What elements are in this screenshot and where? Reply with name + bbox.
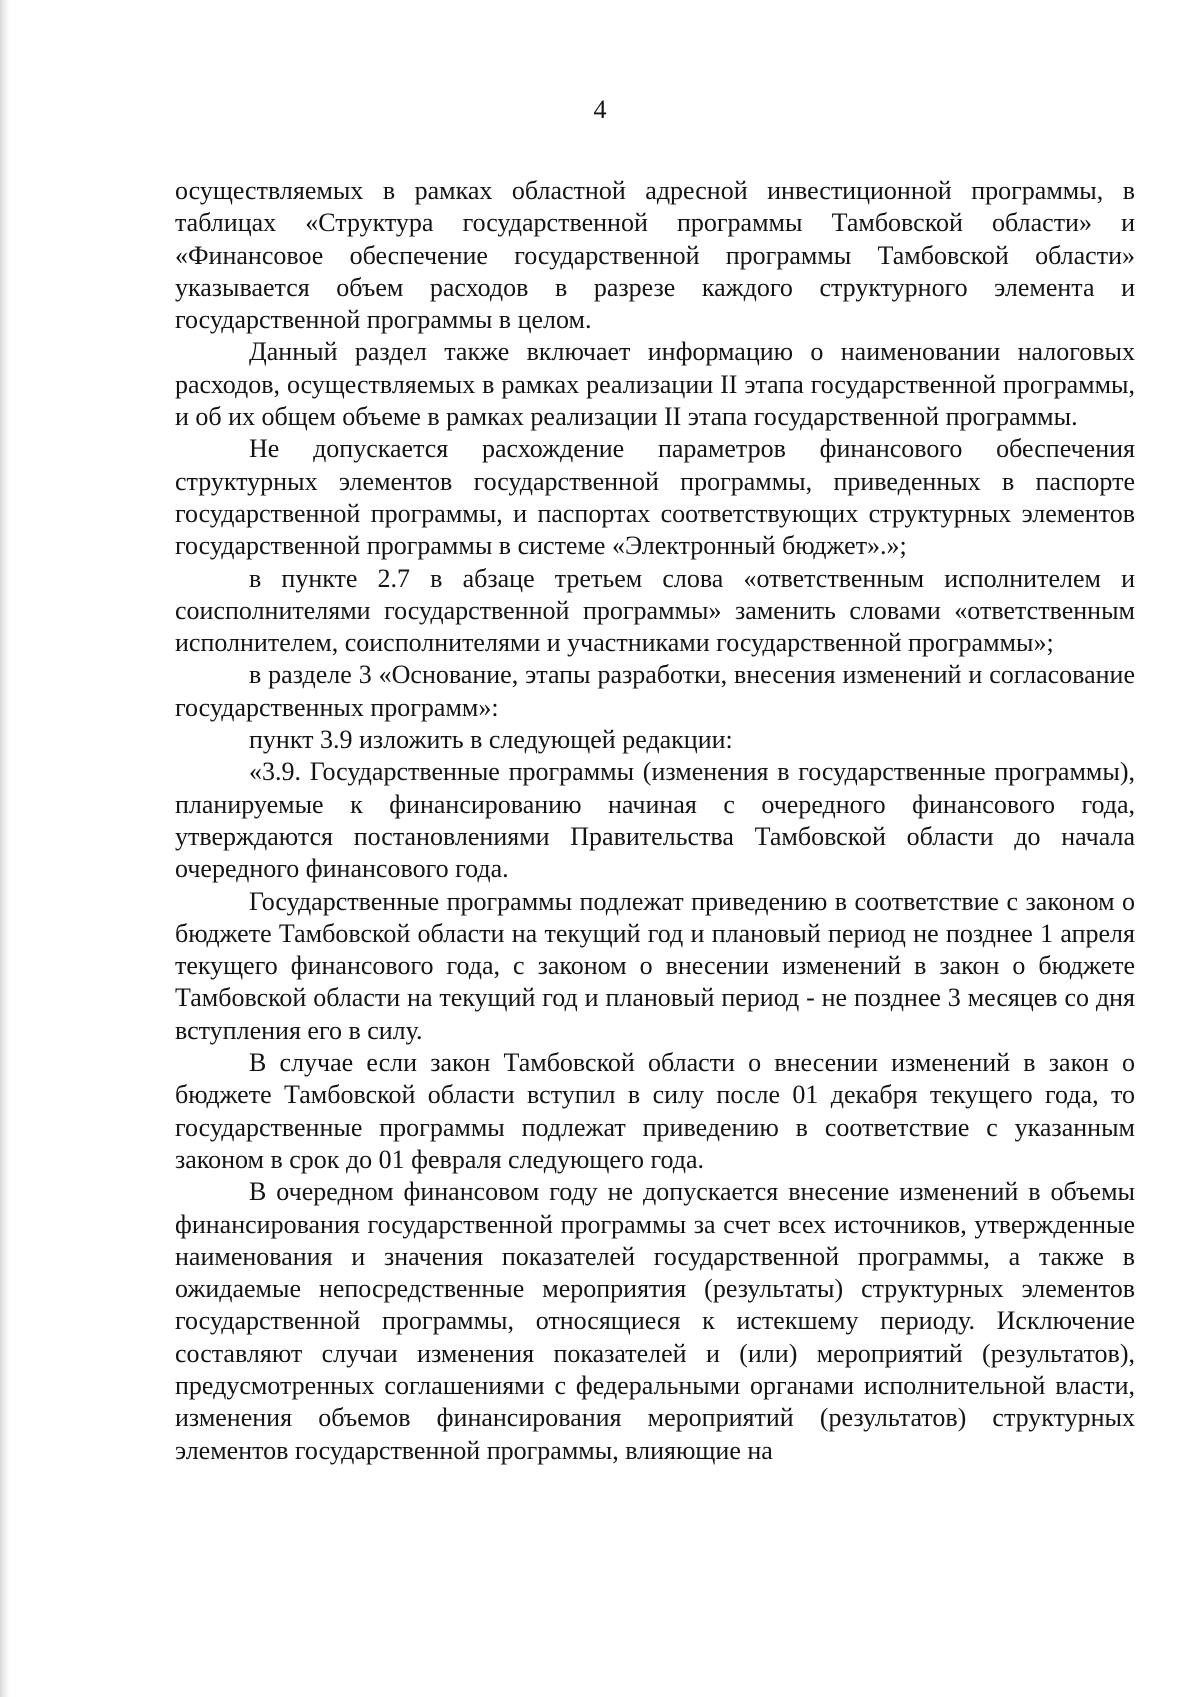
page-number: 4 bbox=[593, 95, 607, 124]
paragraph-continuation: осуществляемых в рамках областной адресной инвестиционной программы, в таблицах «Структура государственной программы Тамбовской области» и «Финансовое обеспечение государственной программы Тамбовской области» указывается объем расходов в разрезе каждого структурного элемента и государственной программы в целом. bbox=[175, 176, 1135, 335]
paragraph: Не допускается расхождение параметров финансового обеспечения структурных элементов государственной программы, приведенных в паспорте государственной программы, и паспортах соответствующих структурных элементов государственной программы в системе «Электронный бюджет».»; bbox=[175, 434, 1135, 561]
paragraph: В очередном финансовом году не допускается внесение изменений в объемы финансирования государственной программы за счет всех источников, утвержденные наименования и значения показателей государственной программы, а также в ожидаемые непосредственные мероприятия (результаты) структурных элементов государственной программы, относящиеся к истекшему периоду. Исключение составляют случаи изменения показателей и (или) мероприятий (результатов), предусмотренных соглашениями с федеральными органами исполнительной власти, изменения объемов финансирования мероприятий (результатов) структурных элементов государственной программы, влияющие на bbox=[175, 1177, 1135, 1465]
scan-page-edge bbox=[0, 0, 10, 1697]
paragraph: В случае если закон Тамбовской области о внесении изменений в закон о бюджете Тамбовской области вступил в силу после 01 декабря текущего года, то государственные программы подлежат приведению в соответствие с указанным законом в срок до 01 февраля следующего года. bbox=[175, 1048, 1135, 1174]
paragraph: Государственные программы подлежат приведению в соответствие с законом о бюджете Тамбовской области на текущий год и плановый период не позднее 1 апреля текущего финансового года, с законом о внесении изменений в закон о бюджете Тамбовской области на текущий год и плановый период - не позднее 3 месяцев со дня вступления его в силу. bbox=[175, 886, 1135, 1045]
paragraph: в пункте 2.7 в абзаце третьем слова «ответственным исполнителем и соисполнителями государственной программы» заменить словами «ответственным исполнителем, соисполнителями и участниками государственной программы»; bbox=[175, 563, 1135, 658]
document-body bbox=[175, 175, 1135, 1467]
paragraph: Данный раздел также включает информацию о наименовании налоговых расходов, осуществляемых в рамках реализации II этапа государственной программы, и об их общем объеме в рамках реализации II этапа государственной программы. bbox=[175, 337, 1135, 432]
paragraph: «3.9. Государственные программы (изменения в государственные программы), планируемые к финансированию начиная с очередного финансового года, утверждаются постановлениями Правительства Тамбовской области до начала очередного финансового года. bbox=[175, 757, 1135, 884]
paragraph: в разделе 3 «Основание, этапы разработки, внесения изменений и согласование государственных программ»: bbox=[175, 660, 1135, 722]
paragraph: пункт 3.9 изложить в следующей редакции: bbox=[249, 725, 733, 755]
